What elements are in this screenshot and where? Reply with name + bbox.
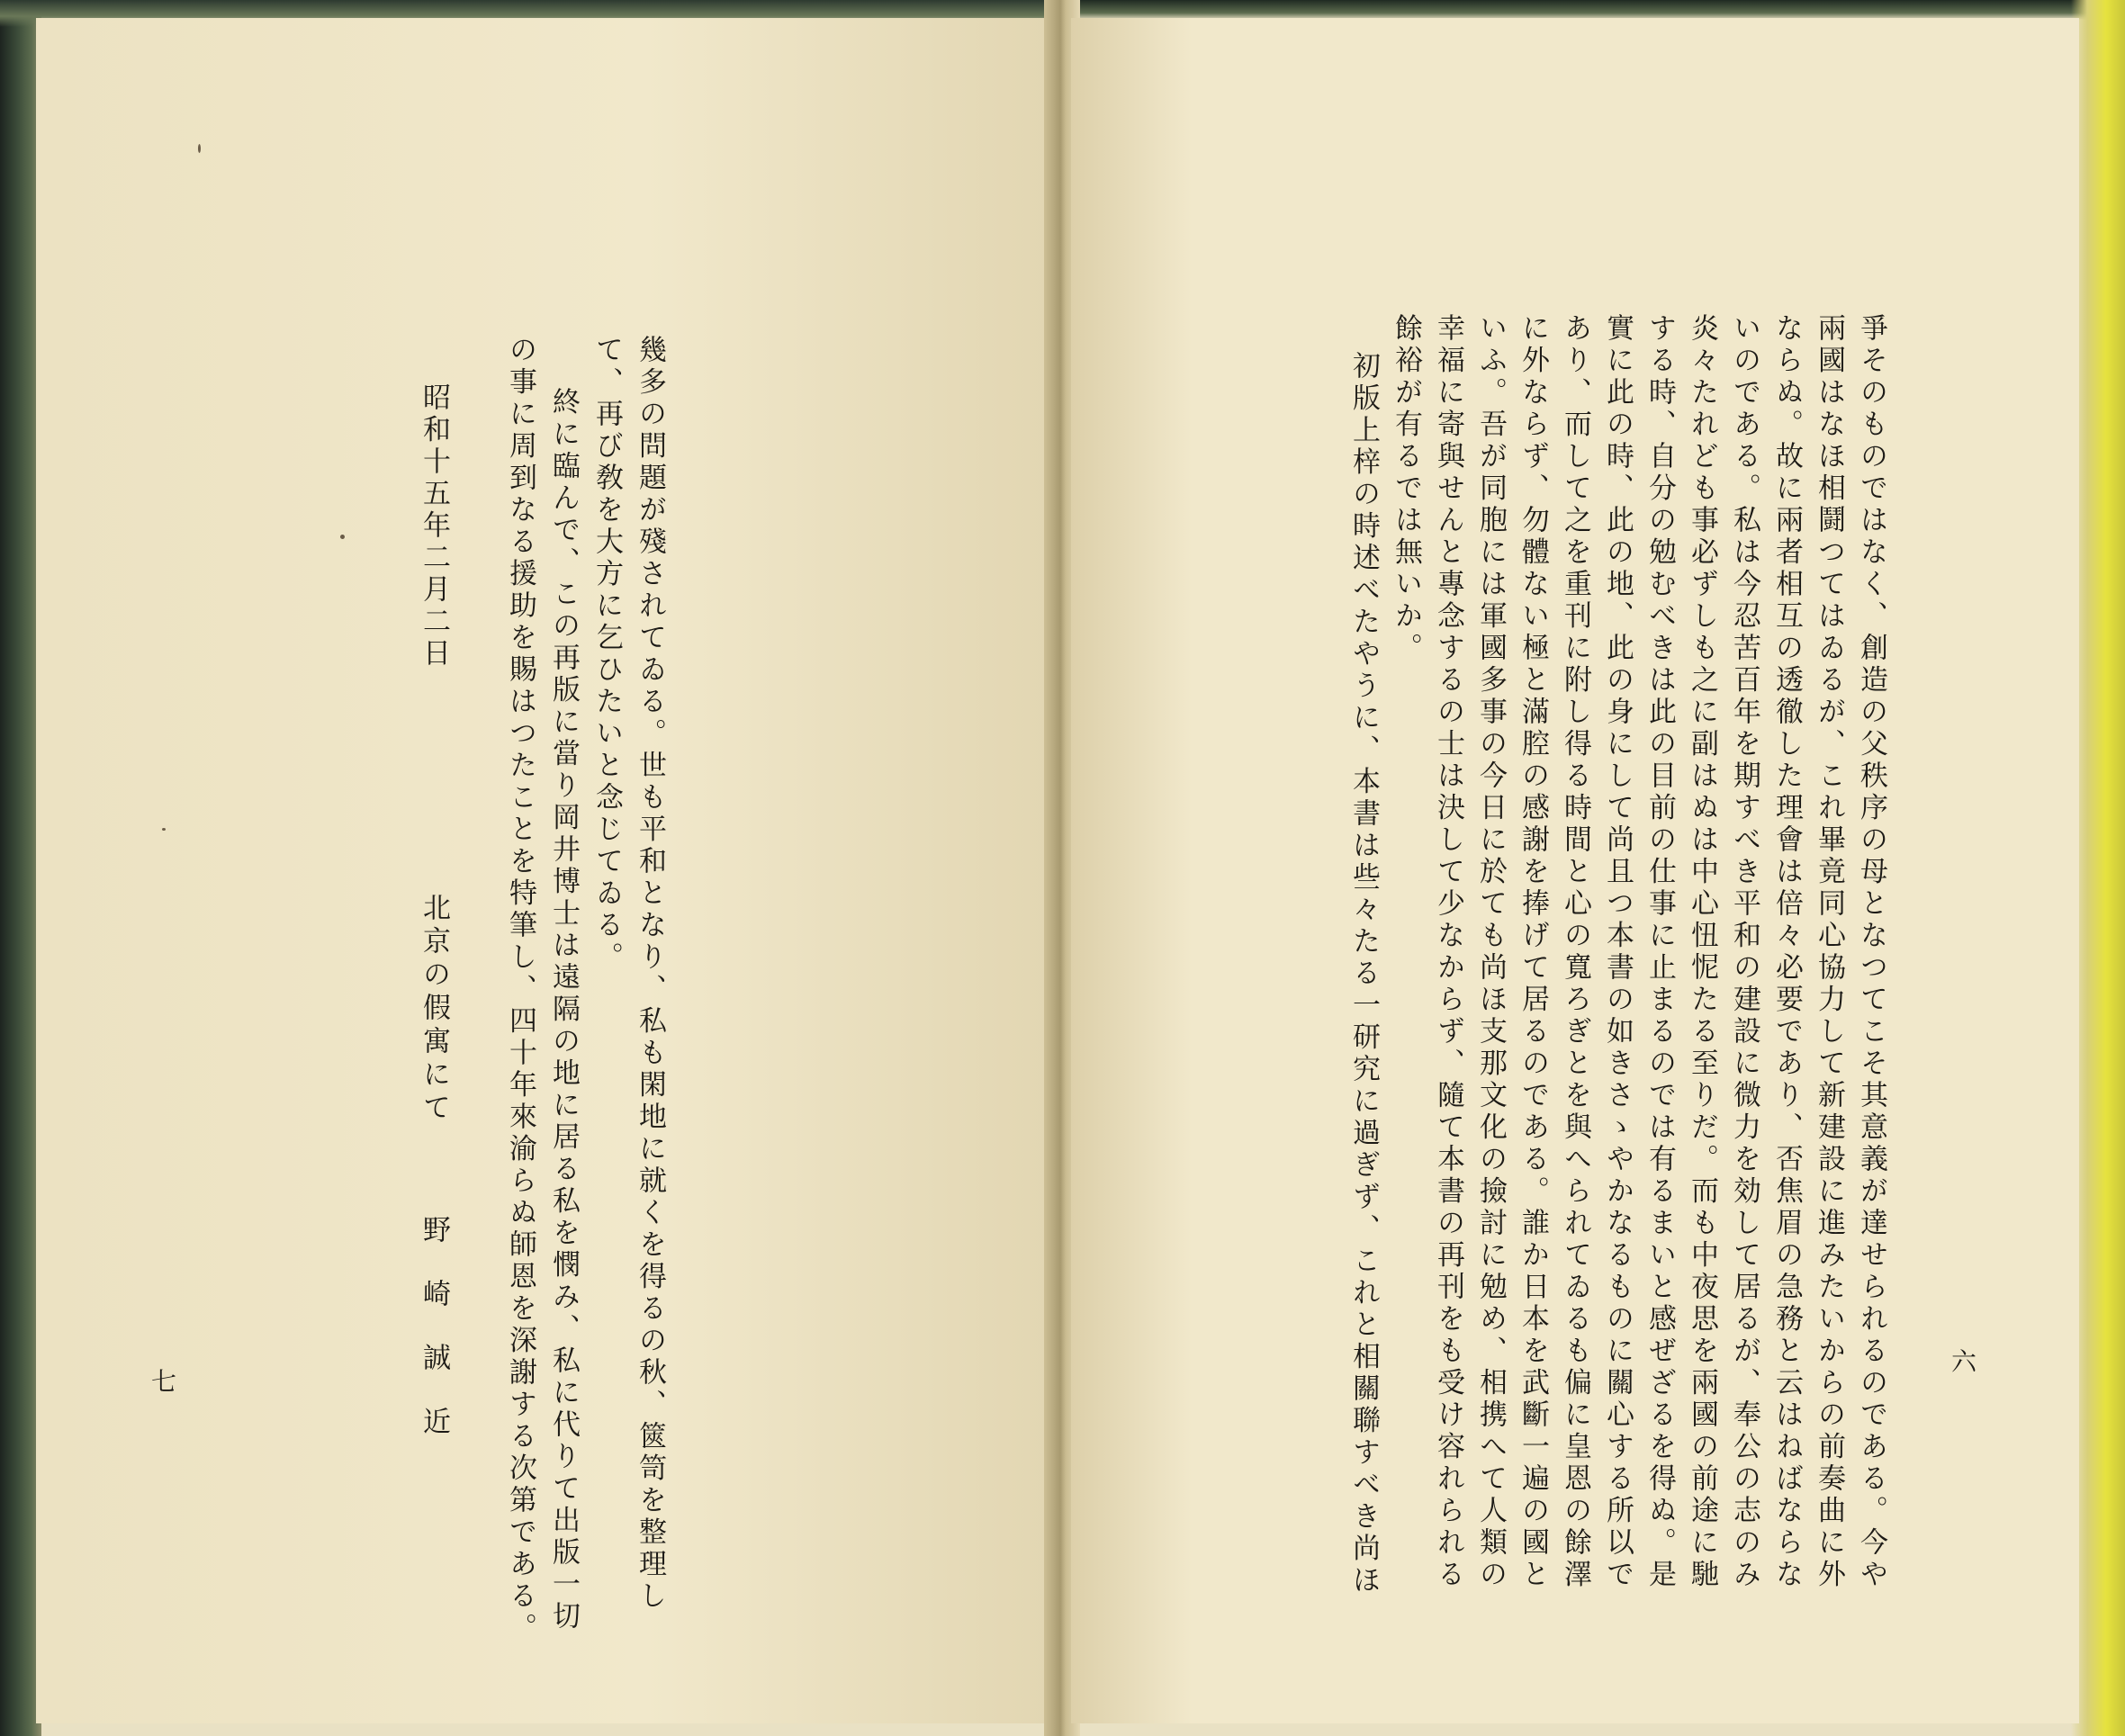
signature-author: 野 崎 誠 近 [418,1215,450,1439]
right-line-1: 爭そのものではなく、創造の父秩序の母となつてこそ其意義が達せられるのである。今や [1855,313,1887,1591]
right-line-13: 初版上梓の時述べたやうに、本書は些々たる一研究に過ぎず、これと相關聯すべき尚ほ [1347,351,1380,1597]
right-line-5: 炎々たれども事必ずしも之に副はぬは中心忸怩たる至りだ。而も中夜思を兩國の前途に馳 [1686,313,1718,1591]
left-page [36,18,1053,1723]
page-number-left: 七 [148,1368,177,1393]
paper-speck [198,144,201,153]
left-line-1: 幾多の問題が殘されてゐる。世も平和となり、私も閑地に就くを得るの秋、篋笥を整理し [634,335,666,1613]
right-line-7: 實に此の時、此の地、此の身にして尚且つ本書の如きさゝやかなるものに關心する所以で [1601,313,1634,1591]
signature-place: 北京の假寓にて [418,893,450,1126]
right-line-8: あり、而して之を重刊に附し得る時間と心の寬ろぎとを與へられてゐるも偏に皇恩の餘澤 [1559,313,1591,1591]
book-edge-right [2071,0,2125,1736]
signature-date: 昭和十五年二月二日 [418,382,450,670]
page-number-right: 六 [1948,1348,1977,1373]
right-page [1071,18,2079,1723]
right-line-3: ならぬ。故に兩者相互の透徹した理會は倍々必要であり、否焦眉の急務と云はねばならな [1770,313,1803,1591]
left-line-4: の事に周到なる援助を賜はつたことを特筆し、四十年來渝らぬ師恩を深謝する次第である。 [504,335,536,1645]
right-line-10: いふ。吾が同胞には軍國多事の今日に於ても尚ほ支那文化の撿討に勉め、相携へて人類の [1474,313,1507,1591]
right-line-2: 兩國はなほ相鬪つてはゐるが、これ畢竟同心協力して新建設に進みたいからの前奏曲に外 [1813,313,1845,1591]
paper-speck [340,535,345,539]
book-edge-top-right [1062,0,2125,20]
right-line-6: する時、自分の勉むべきは此の目前の仕事に止まるのでは有るまいと感ぜざるを得ぬ。是 [1643,313,1676,1591]
right-line-4: いのである。私は今忍苦百年を期すべき平和の建設に微力を効して居るが、奉公の志のみ [1728,313,1760,1591]
right-line-12: 餘裕が有るでは無いか。 [1390,313,1422,665]
left-line-2: て、再び敎を大方に乞ひたいと念じてゐる。 [590,335,623,974]
left-line-3: 終に臨んで、この再版に當り岡井博士は遠隔の地に居る私を憫み、私に代りて出版一切 [547,387,580,1633]
right-line-11: 幸福に寄與せんと專念するの士は決して少なからず、隨て本書の再刊をも受け容れられる [1432,313,1464,1591]
paper-speck [162,828,166,831]
right-line-9: に外ならず、勿體ない極と滿腔の感謝を捧げて居るのである。誰か日本を武斷一遍の國と [1517,313,1549,1591]
